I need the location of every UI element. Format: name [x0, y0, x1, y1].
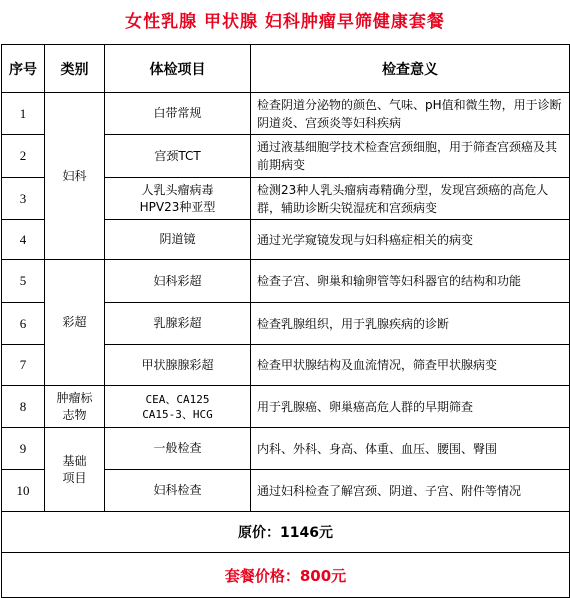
row-item-line-1: CEA、CA125: [145, 392, 210, 406]
original-price-row: [2, 512, 570, 553]
row-number: 1: [2, 93, 45, 135]
row-item-line-2: CA15-3、HCG: [142, 407, 213, 421]
row-number: 7: [2, 345, 45, 386]
row-number: 4: [2, 220, 45, 260]
row-meaning: 检查子宫、卵巢和输卵管等妇科器官的结构和功能: [251, 260, 570, 303]
row-meaning: 通过光学窥镜发现与妇科癌症相关的病变: [251, 220, 570, 260]
category-tumor-line-1: 肿瘤标: [56, 390, 93, 405]
header-item: 体检项目: [105, 45, 251, 93]
row-item-line-1: 人乳头瘤病毒: [141, 182, 214, 197]
row-item: 白带常规: [105, 93, 251, 135]
category-ultrasound: 彩超: [45, 260, 105, 386]
row-number: 10: [2, 470, 45, 512]
category-gyn: 妇科: [45, 93, 105, 260]
package-table: [1, 44, 570, 598]
row-item: [105, 386, 251, 428]
header-category: 类别: [45, 45, 105, 93]
original-price: 原价：1146元: [2, 512, 570, 553]
row-number: 5: [2, 260, 45, 303]
table-row: [2, 260, 570, 303]
row-meaning: 内科、外科、身高、体重、血压、腰围、臀围: [251, 428, 570, 470]
row-item: 一般检查: [105, 428, 251, 470]
category-basic-line-1: 基础: [62, 453, 87, 468]
row-meaning: 通过液基细胞学技术检查宫颈细胞，用于筛查宫颈癌及其前期病变: [251, 135, 570, 178]
table-row: [2, 428, 570, 470]
table-header-row: [2, 45, 570, 93]
row-item: 妇科彩超: [105, 260, 251, 303]
package-price: 套餐价格：800元: [2, 553, 570, 598]
row-meaning: 检测23种人乳头瘤病毒精确分型，发现宫颈癌的高危人群，辅助诊断尖锐湿疣和宫颈病变: [251, 178, 570, 220]
row-item: 甲状腺腺彩超: [105, 345, 251, 386]
row-number: 3: [2, 178, 45, 220]
row-number: 6: [2, 303, 45, 345]
header-no: 序号: [2, 45, 45, 93]
row-number: 8: [2, 386, 45, 428]
row-item: 阴道镜: [105, 220, 251, 260]
header-meaning: 检查意义: [251, 45, 570, 93]
row-item-line-2: HPV23种亚型: [139, 199, 216, 214]
row-meaning: 通过妇科检查了解宫颈、阴道、子宫、附件等情况: [251, 470, 570, 512]
row-item: [105, 178, 251, 220]
row-meaning: 检查乳腺组织，用于乳腺疾病的诊断: [251, 303, 570, 345]
package-price-row: [2, 553, 570, 598]
row-item: 宫颈TCT: [105, 135, 251, 178]
row-number: 2: [2, 135, 45, 178]
category-tumor-line-2: 志物: [62, 407, 87, 422]
category-basic: [45, 428, 105, 512]
row-item: 妇科检查: [105, 470, 251, 512]
page-title: 女性乳腺 甲状腺 妇科肿瘤早筛健康套餐: [125, 12, 445, 32]
row-meaning: 检查阴道分泌物的颜色、气味、pH值和微生物，用于诊断阴道炎、宫颈炎等妇科疾病: [251, 93, 570, 135]
row-meaning: 用于乳腺癌、卵巢癌高危人群的早期筛查: [251, 386, 570, 428]
category-basic-line-2: 项目: [62, 470, 87, 485]
table-row: [2, 386, 570, 428]
table-row: [2, 93, 570, 135]
row-meaning: 检查甲状腺结构及血流情况，筛查甲状腺病变: [251, 345, 570, 386]
row-item: 乳腺彩超: [105, 303, 251, 345]
category-tumor-markers: [45, 386, 105, 428]
row-number: 9: [2, 428, 45, 470]
